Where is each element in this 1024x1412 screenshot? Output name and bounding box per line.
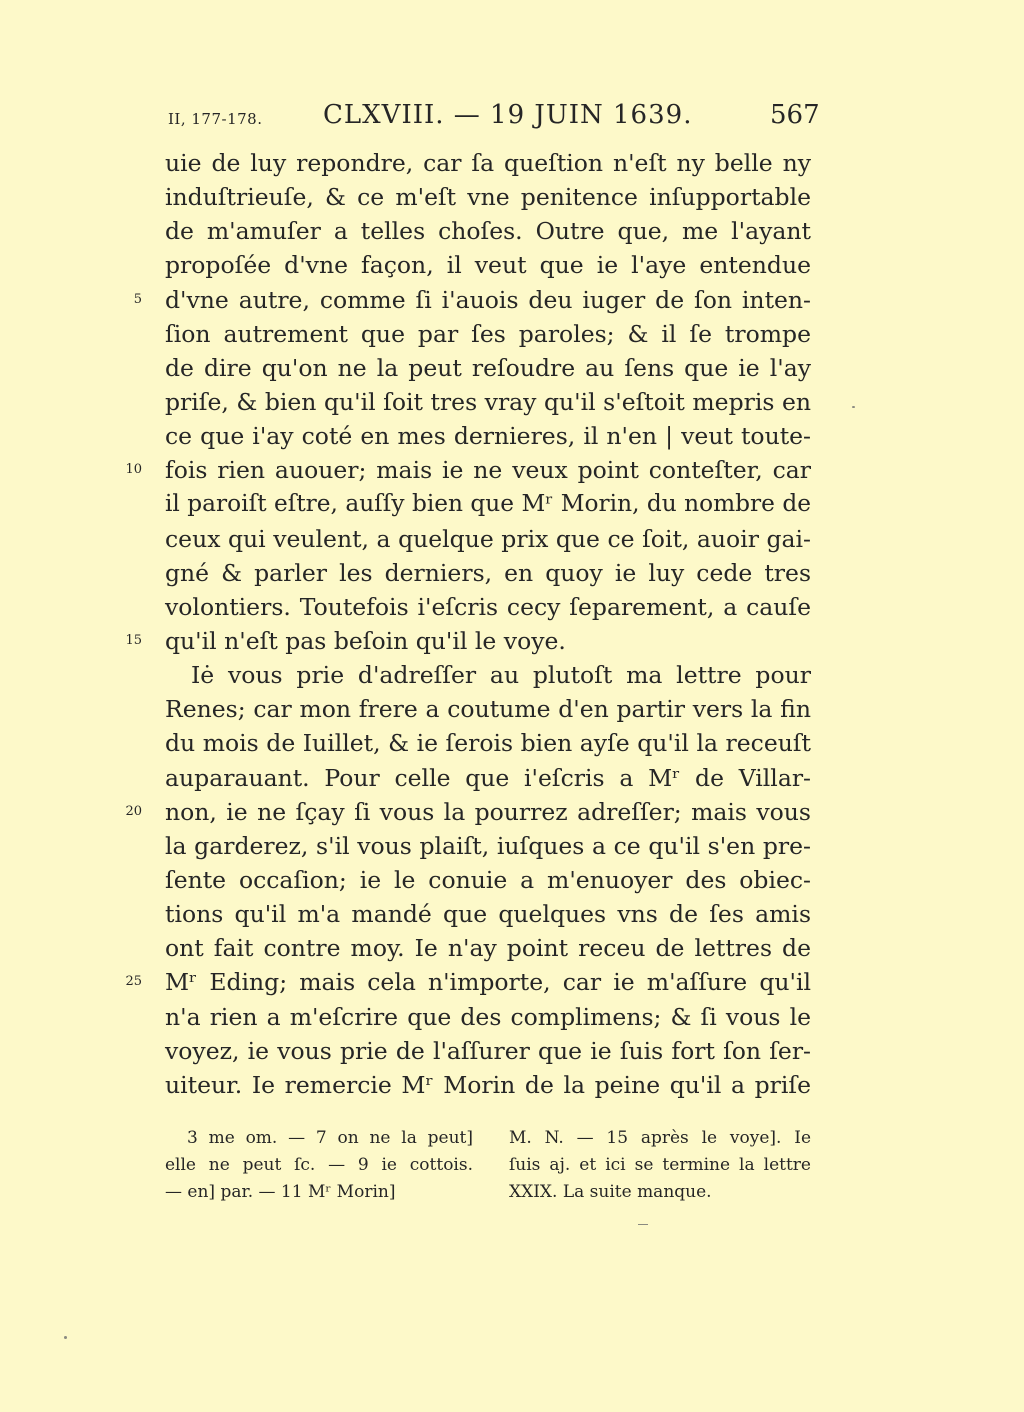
text-line: [0, 931, 1024, 965]
footnote-line: — en] par. — 11 Mʳ Morin]: [165, 1182, 396, 1202]
line-text: Renes; car mon frere a coutume d'en partir vers la fin: [165, 695, 811, 724]
text-line: [0, 146, 1024, 180]
footnote-line: 3 me om. — 7 on ne la peut]: [187, 1128, 473, 1148]
footnotes-right-column: [509, 1125, 811, 1206]
text-line: [0, 283, 1024, 317]
line-text: induſtrieuſe, & ce m'eſt vne penitence inſupportable: [165, 183, 811, 212]
line-text: gné & parler les derniers, en quoy ie luy cede tres: [165, 558, 811, 587]
line-text: priſe, & bien qu'il ſoit tres vray qu'il s'eſtoit mepris en: [165, 387, 811, 416]
text-line: [0, 385, 1024, 419]
line-text: d'vne autre, comme ſi i'auois deu iuger de ſon inten-: [165, 285, 811, 314]
footnote-line: elle ne peut ſc. — 9 ie cottois.: [165, 1155, 473, 1175]
text-line: [0, 658, 1024, 692]
line-number: 20: [125, 803, 142, 819]
line-text: du mois de Iuillet, & ie ſerois bien ayſe qu'il la receuſt: [165, 729, 811, 758]
text-line: [0, 1034, 1024, 1068]
text-line: [0, 1068, 1024, 1102]
text-line: [0, 180, 1024, 214]
line-text: la garderez, s'il vous plaiſt, iuſques a ce qu'il s'en pre-: [165, 831, 811, 860]
text-line: [0, 419, 1024, 453]
text-line: [0, 829, 1024, 863]
line-number: 25: [125, 974, 142, 990]
text-line: [0, 897, 1024, 931]
line-text: volontiers. Toutefois i'eſcris cecy ſeparement, a cauſe: [165, 592, 811, 621]
text-line: [0, 761, 1024, 795]
footnote-line: XXIX. La suite manque.: [509, 1182, 712, 1202]
line-text: ce que i'ay coté en mes dernieres, il n'en | veut toute-: [165, 422, 811, 451]
footnote-line: M. N. — 15 après le voye]. Ie: [509, 1128, 811, 1148]
paper-speck: [64, 1336, 67, 1339]
line-text: tions qu'il m'a mandé que quelques vns de ſes amis: [165, 900, 811, 929]
footnote-line: ſuis aj. et ici se termine la lettre: [509, 1155, 811, 1175]
line-number: 5: [133, 291, 142, 307]
text-line: [0, 624, 1024, 658]
running-header: [0, 100, 1024, 140]
paper-speck: [852, 406, 855, 408]
text-line: [0, 726, 1024, 760]
text-line: [0, 965, 1024, 999]
line-text: Mʳ Eding; mais cela n'importe, car ie m'aſſure qu'il: [165, 968, 811, 997]
line-text: ont fait contre moy. Ie n'ay point receu de lettres de: [165, 934, 811, 963]
line-text: fois rien auouer; mais ie ne veux point conteſter, car: [165, 456, 811, 485]
line-text: voyez, ie vous prie de l'aſſurer que ie ſuis fort ſon ſer-: [165, 1036, 811, 1065]
line-text: ceux qui veulent, a quelque prix que ce ſoit, auoir gai-: [165, 524, 811, 553]
line-number: 10: [125, 462, 142, 478]
text-line: [0, 1000, 1024, 1034]
text-line: [0, 556, 1024, 590]
line-text: auparauant. Pour celle que i'eſcris a Mʳ de Villar-: [165, 763, 811, 792]
page-number: 567: [770, 100, 820, 130]
line-text: n'a rien a m'eſcrire que des complimens; & ſi vous le: [165, 1002, 811, 1031]
text-line: [0, 522, 1024, 556]
text-line: [0, 453, 1024, 487]
line-text: Iė vous prie d'adreſſer au plutoſt ma lettre pour: [191, 661, 811, 690]
text-line: [0, 351, 1024, 385]
paper-speck: [638, 1224, 648, 1225]
line-text: qu'il n'eſt pas beſoin qu'il le voye.: [165, 626, 566, 655]
line-text: ſente occaſion; ie le conuie a m'enuoyer des obiec-: [165, 865, 811, 894]
text-line: [0, 214, 1024, 248]
line-text: il paroiſt eſtre, auſſy bien que Mʳ Morin, du nombre de: [165, 490, 811, 518]
line-text: de m'amuſer a telles choſes. Outre que, me l'ayant: [165, 217, 811, 246]
header-title: CLXVIII. — 19 JUIN 1639.: [323, 100, 693, 130]
text-line: [0, 590, 1024, 624]
line-text: ſion autrement que par ſes paroles; & il ſe trompe: [165, 319, 811, 348]
line-text: de dire qu'on ne la peut reſoudre au ſens que ie l'ay: [165, 353, 811, 382]
footnotes-left-column: [165, 1125, 473, 1206]
line-text: propoſée d'vne façon, il veut que ie l'aye entendue: [165, 251, 811, 280]
text-line: [0, 863, 1024, 897]
line-text: uie de luy repondre, car ſa queſtion n'eſt ny belle ny: [165, 149, 811, 177]
text-line: [0, 487, 1024, 521]
line-number: 15: [125, 632, 142, 648]
line-text: uiteur. Ie remercie Mʳ Morin de la peine qu'il a priſe: [165, 1070, 811, 1099]
text-line: [0, 317, 1024, 351]
letter-body: [0, 146, 1024, 1102]
text-line: [0, 795, 1024, 829]
line-text: non, ie ne ſçay ſi vous la pourrez adreſſer; mais vous: [165, 797, 811, 826]
text-line: [0, 248, 1024, 282]
text-line: [0, 692, 1024, 726]
header-reference: II, 177-178.: [168, 110, 263, 128]
